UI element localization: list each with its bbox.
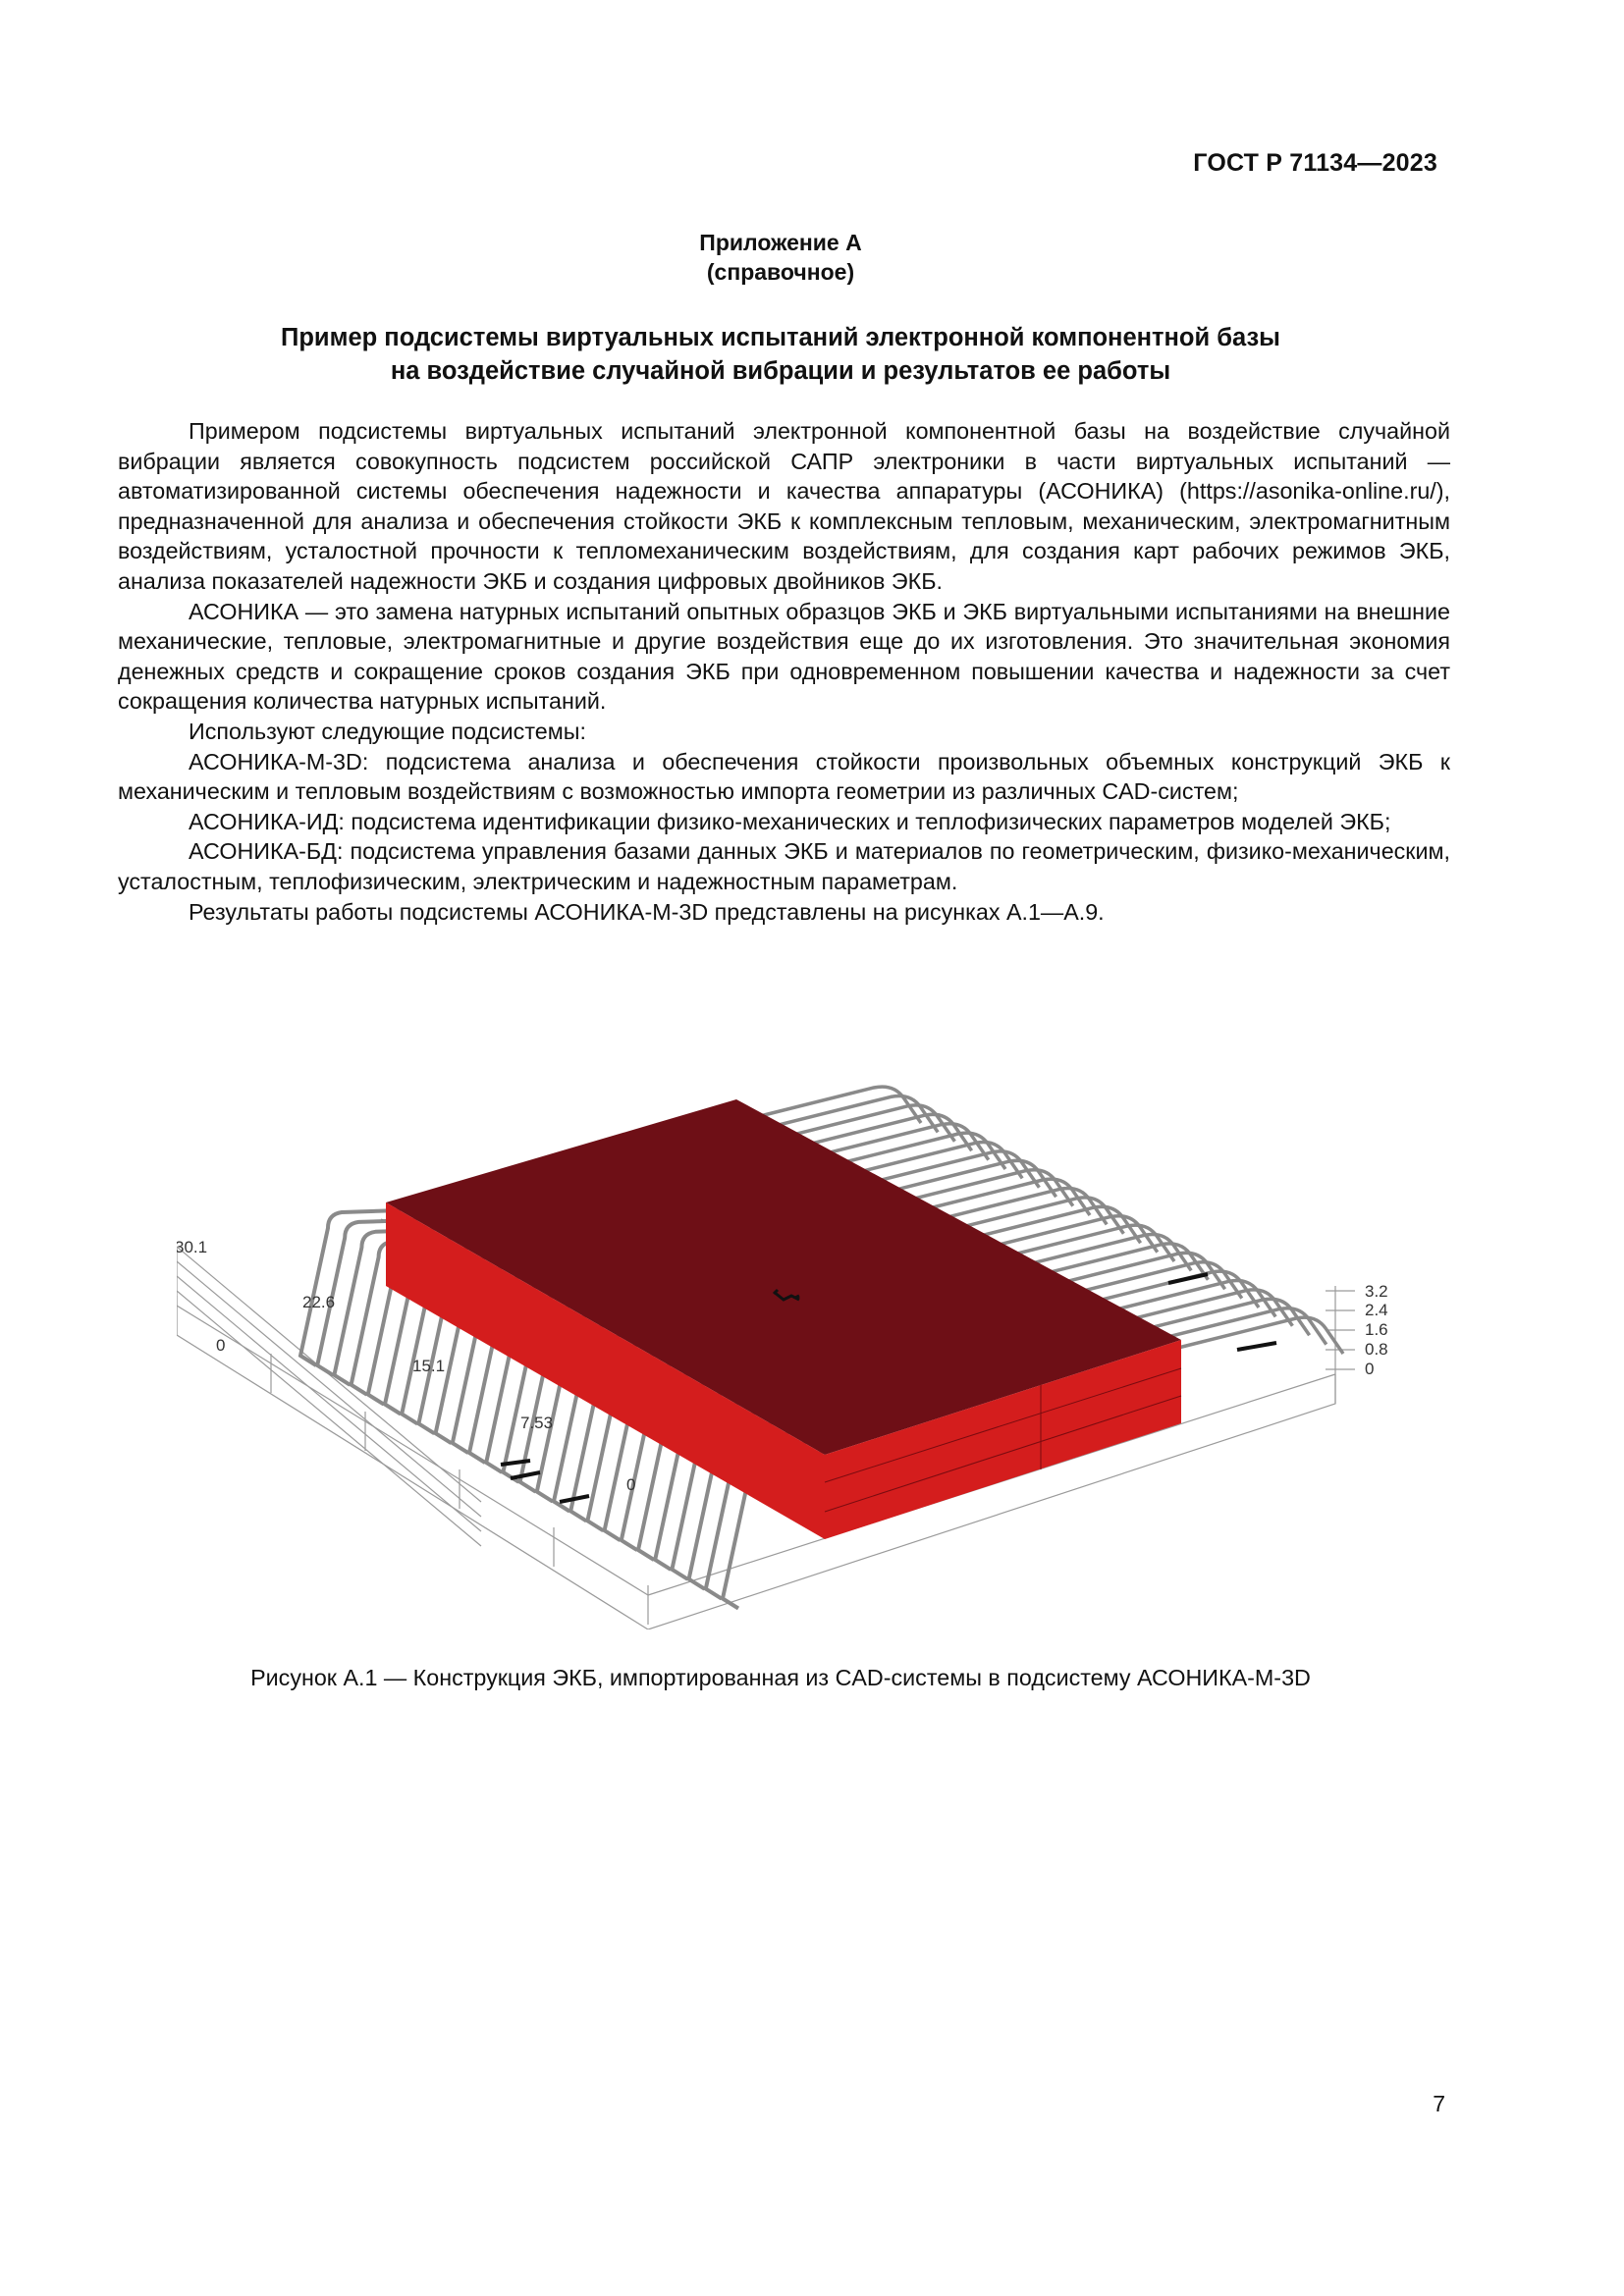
axis-label: 22.6: [302, 1293, 336, 1311]
grid-line: [177, 1291, 481, 1546]
axis-label: 7.53: [520, 1414, 554, 1432]
lead-highlight: [1168, 1274, 1208, 1283]
title-line-1: Пример подсистемы виртуальных испытаний электронной компонентной базы: [281, 324, 1280, 351]
axis-label: 0: [1365, 1360, 1375, 1378]
axis-label: 3.2: [1365, 1282, 1388, 1301]
axis-label: 30.1: [177, 1238, 208, 1256]
right-axis-labels: [1365, 1282, 1388, 1378]
paragraph: Используют следующие подсистемы:: [189, 718, 586, 744]
page-number: 7: [1433, 2091, 1445, 2116]
paragraph: АСОНИКА-ИД: подсистема идентификации физико-механических и теплофизических параметров моделей ЭКБ;: [189, 808, 1391, 834]
axis-label: 2.4: [1365, 1301, 1388, 1319]
lead-highlight: [1237, 1343, 1276, 1350]
title-line-2: на воздействие случайной вибрации и результатов ее работы: [390, 357, 1171, 385]
appendix-title: [0, 321, 1561, 388]
axis-label: 0: [626, 1475, 636, 1494]
appendix-heading: [0, 228, 1561, 287]
axis-label: 0: [216, 1336, 226, 1355]
paragraph: АСОНИКА-М-3D: подсистема анализа и обеспечения стойкости произвольных объемных конструкций ЭКБ к механическим и тепловым воздействиям с возможностью импорта геометрии из различных CAD-систем;: [118, 748, 1450, 805]
lead-wire: [300, 1210, 401, 1365]
ekb-3d-model: [177, 1080, 1394, 1629]
axis-label: 1.6: [1365, 1320, 1388, 1339]
axis-label: 0.8: [1365, 1340, 1388, 1359]
paragraph: Примером подсистемы виртуальных испытаний электронной компонентной базы на воздействие случайной вибрации является совокупность подсистем российской САПР электроники в части виртуальных испытаний — автоматизированной системы обеспечения надежности и качества аппаратуры (АСОНИКА) (https://asonika-online.ru/), предназначенной для анализа и обеспечения стойкости ЭКБ к комплексным тепловым, механическим, электромагнитным воздействиям, усталостной прочности к тепломеханическим воздействиям, для создания карт рабочих режимов ЭКБ, анализа показателей надежности ЭКБ и создания цифровых двойников ЭКБ.: [118, 418, 1450, 594]
paragraph: АСОНИКА-БД: подсистема управления базами данных ЭКБ и материалов по геометрическим, физико-механическим, усталостным, теплофизическим, электрическим и надежностным параметрам.: [118, 838, 1450, 894]
lead-wire: [756, 1087, 921, 1123]
paragraph: АСОНИКА — это замена натурных испытаний опытных образцов ЭКБ и ЭКБ виртуальными испытаниями на внешние механические, тепловые, электромагнитные и другие воздействия еще до их изготовления. Это значительная экономия денежных средств и сокращение сроков создания ЭКБ при одновременном повышении качества и надежности за счет сокращения количества натурных испытаний.: [118, 598, 1450, 715]
figure-caption: Рисунок А.1 — Конструкция ЭКБ, импортированная из CAD-системы в подсистему АСОНИКА-М-3D: [250, 1665, 1311, 1690]
lead-highlight: [511, 1472, 540, 1478]
paragraph: Результаты работы подсистемы АСОНИКА-М-3D представлены на рисунках А.1—А.9.: [189, 898, 1105, 925]
body-text: [118, 416, 1450, 927]
standard-code: ГОСТ Р 71134—2023: [1193, 149, 1437, 177]
axis-label: 15.1: [412, 1357, 446, 1375]
figure-a1: [177, 1080, 1394, 1629]
appendix-type: (справочное): [706, 259, 855, 285]
appendix-label: Приложение А: [699, 230, 862, 255]
